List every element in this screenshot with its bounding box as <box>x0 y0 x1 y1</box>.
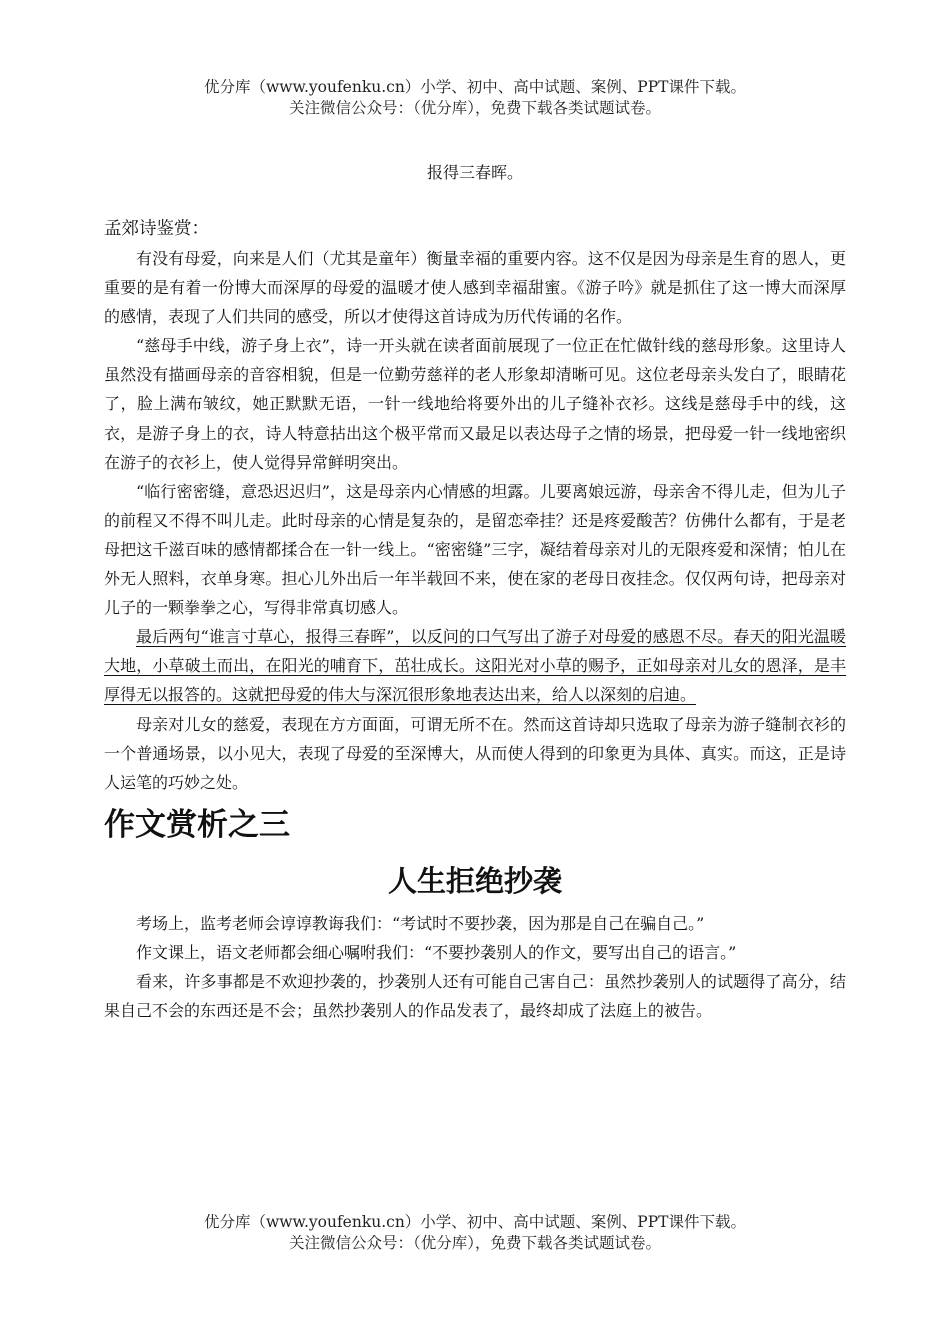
essay-paragraph: 作文课上，语文老师都会细心嘱咐我们：“不要抄袭别人的作文，要写出自己的语言。” <box>136 942 737 962</box>
appreciation-paragraph: “临行密密缝，意恐迟迟归”，这是母亲内心情感的坦露。儿要离娘远游，母亲舍不得儿走，但为儿子的前程又不得不叫儿走。此时母亲的心情是复杂的，是留恋牵挂？还是疼爱酸苦？仿佛什么都有，于是老母把这千滋百味的感情都揉合在一针一线上。“密密缝”三字，凝结着母亲对儿的无限疼爱和深情；怕儿在外无人照料，衣单身寒。担心儿外出后一年半载回不来，使在家的老母日夜挂念。仅仅两句诗，把母亲对儿子的一颗拳拳之心，写得非常真切感人。 <box>104 481 846 618</box>
section-heading: 作文赏析之三 <box>104 806 290 843</box>
poem-last-line: 报得三春晖。 <box>426 163 523 182</box>
header-line-1: 优分库（www.youfenku.cn）小学、初中、高中试题、案例、PPT课件下载。 <box>203 78 747 96</box>
page-header <box>0 77 950 119</box>
essay-paragraph: 考场上，监考老师会谆谆教诲我们：“考试时不要抄袭，因为那是自己在骗自己。” <box>136 913 705 933</box>
appreciation-paragraph: 有没有母爱，向来是人们（尤其是童年）衡量幸福的重要内容。这不仅是因为母亲是生育的恩人，更重要的是有着一份博大而深厚的母爱的温暖才使人感到幸福甜蜜。《游子吟》就是抓住了这一博大而深厚的感情，表现了人们共同的感受，所以才使得这首诗成为历代传诵的名作。 <box>104 249 846 327</box>
essay-paragraph: 看来，许多事都是不欢迎抄袭的，抄袭别人还有可能自己害自己：虽然抄袭别人的试题得了高分，结果自己不会的东西还是不会；虽然抄袭别人的作品发表了，最终却成了法庭上的被告。 <box>104 971 846 1021</box>
page-footer <box>0 1212 950 1254</box>
footer-line-1: 优分库（www.youfenku.cn）小学、初中、高中试题、案例、PPT课件下载。 <box>203 1213 747 1231</box>
appreciation-paragraph-underlined: 最后两句“谁言寸草心，报得三春晖”，以反问的口气写出了游子对母爱的感恩不尽。春天的阳光温暖大地，小草破土而出，在阳光的哺育下，茁壮成长。这阳光对小草的赐予，正如母亲对儿女的恩泽，是丰厚得无以报答的。这就把母爱的伟大与深沉很形象地表达出来，给人以深刻的启迪。 <box>104 627 846 705</box>
essay-title: 人生拒绝抄袭 <box>387 863 562 898</box>
appreciation-paragraph: 母亲对儿女的慈爱，表现在方方面面，可谓无所不在。然而这首诗却只选取了母亲为游子缝制衣衫的一个普通场景，以小见大，表现了母爱的至深博大，从而使人得到的印象更为具体、真实。而这，正是诗人运笔的巧妙之处。 <box>104 714 846 792</box>
header-line-2: 关注微信公众号：（优分库），免费下载各类试题试卷。 <box>288 99 661 117</box>
appreciation-paragraph: “慈母手中线，游子身上衣”，诗一开头就在读者面前展现了一位正在忙做针线的慈母形象。这里诗人虽然没有描画母亲的音容相貌，但是一位勤劳慈祥的老人形象却清晰可见。这位老母亲头发白了，眼睛花了，脸上满布皱纹，她正默默无语，一针一线地给将要外出的儿子缝补衣衫。这线是慈母手中的线，这衣，是游子身上的衣，诗人特意拈出这个极平常而又最足以表达母子之情的场景，把母爱一针一线地密织在游子的衣衫上，使人觉得异常鲜明突出。 <box>104 336 846 472</box>
appreciation-title: 孟郊诗鉴赏： <box>104 219 209 239</box>
footer-line-2: 关注微信公众号：（优分库），免费下载各类试题试卷。 <box>288 1234 661 1252</box>
main-content <box>104 214 846 1025</box>
